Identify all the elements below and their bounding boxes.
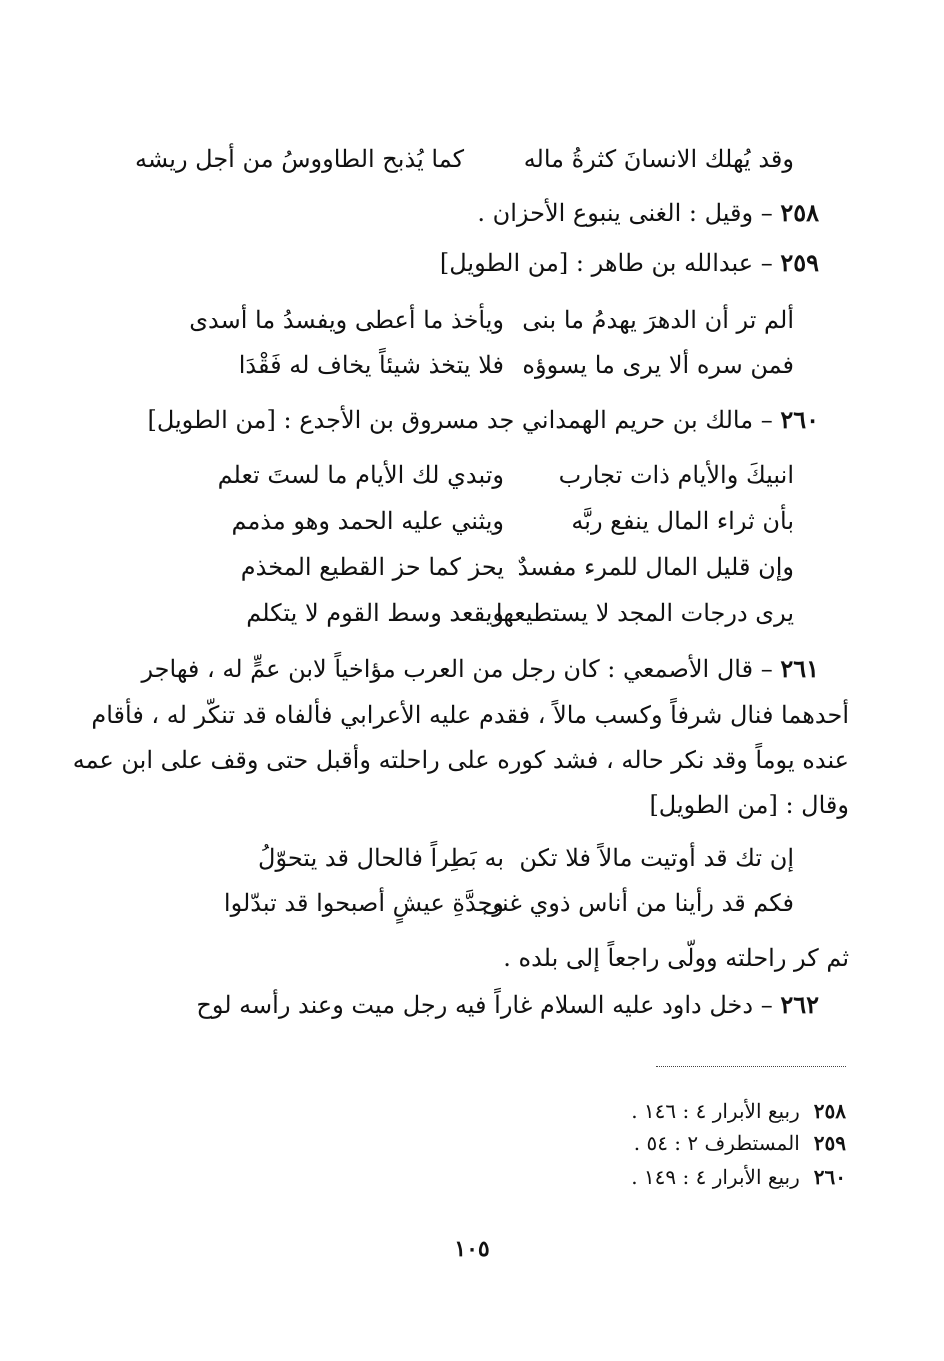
hemistich-first: ألم تر أن الدهرَ يهدمُ ما بنى xyxy=(522,306,794,334)
entry-number: ٢٥٨ xyxy=(780,198,819,227)
hemistich-first: يرى درجات المجد لا يستطيعها xyxy=(495,599,794,627)
hemistich-second: يحز كما حز القطيع المخذم xyxy=(240,553,504,581)
verse-line xyxy=(214,598,794,630)
verse-line xyxy=(214,460,794,492)
hemistich-first: انبيكَ والأيام ذات تجارب xyxy=(558,461,794,489)
paragraph-line: وقال : [من الطويل] xyxy=(649,791,849,819)
hemistich-second: كما يُذبح الطاووسُ من أجل ريشه xyxy=(134,145,464,173)
footnote-number: ٢٥٨ xyxy=(813,1099,846,1123)
footnote-text: ربيع الأبرار ٤ : ١٤٩ . xyxy=(631,1165,800,1189)
verse-line xyxy=(214,888,794,920)
hemistich-second: فلا يتخذ شيئاً يخاف له فَقْدَا xyxy=(238,351,504,379)
verse-line xyxy=(189,305,794,337)
footnote-number: ٢٦٠ xyxy=(813,1165,846,1189)
entry-text: – مالك بن حريم الهمداني جد مسروق بن الأجدع : [من الطويل] xyxy=(147,406,781,434)
paragraph-line: عنده يوماً وقد نكر حاله ، فشد كوره على راحلته وأقبل حتى وقف على ابن عمه xyxy=(72,746,849,774)
entry-261 xyxy=(90,654,819,684)
entry-258 xyxy=(90,198,819,228)
footnote-text: ربيع الأبرار ٤ : ١٤٦ . xyxy=(631,1099,800,1123)
entry-number: ٢٦٢ xyxy=(780,990,819,1019)
hemistich-first: إن تك قد أوتيت مالاً فلا تكن xyxy=(519,844,794,872)
hemistich-second: وتبدي لك الأيام ما لستَ تعلم xyxy=(217,461,504,489)
footnote-text: المستطرف ٢ : ٥٤ . xyxy=(633,1131,800,1155)
hemistich-first: وإن قليل المال للمرء مفسدٌ xyxy=(517,553,794,581)
entry-number: ٢٥٩ xyxy=(780,248,819,277)
footnote xyxy=(631,1164,846,1190)
entry-number: ٢٦١ xyxy=(780,654,819,683)
paragraph-line: ثم كر راحلته وولّى راجعاً إلى بلده . xyxy=(503,944,849,972)
page-number: ١٠٥ xyxy=(454,1236,490,1262)
entry-text: – قال الأصمعي : كان رجل من العرب مؤاخياً لابن عمٍّ له ، فهاجر xyxy=(141,655,781,683)
verse-line xyxy=(214,843,794,875)
verse-line xyxy=(214,506,794,538)
verse-line xyxy=(214,552,794,584)
hemistich-first: فمن سره ألا يرى ما يسوؤه xyxy=(522,351,794,379)
hemistich-first: وقد يُهلك الانسانَ كثرةُ ماله xyxy=(523,145,794,173)
verse-line xyxy=(214,350,794,382)
entry-text: – وقيل : الغنى ينبوع الأحزان . xyxy=(477,199,781,227)
hemistich-second: ويأخذ ما أعطى ويفسدُ ما أسدى xyxy=(189,306,504,334)
footnote xyxy=(631,1098,846,1124)
entry-259 xyxy=(90,248,819,278)
footnote-separator xyxy=(656,1066,846,1067)
hemistich-second: ويثني عليه الحمد وهو مذمم xyxy=(231,507,504,535)
paragraph-line: أحدهما فنال شرفاً وكسب مالاً ، فقدم عليه الأعرابي فألفاه قد تنكّر له ، فأقام xyxy=(91,701,849,729)
verse-line xyxy=(134,144,794,176)
hemistich-second: به بَطِراً فالحال قد يتحوّلُ xyxy=(258,844,504,872)
hemistich-second: وجدَّةِ عيشٍ أصبحوا قد تبدّلوا xyxy=(223,889,504,917)
hemistich-second: ويقعد وسط القوم لا يتكلم xyxy=(246,599,504,627)
entry-number: ٢٦٠ xyxy=(780,405,819,434)
entry-262 xyxy=(90,990,819,1020)
entry-text: – دخل داود عليه السلام غاراً فيه رجل ميت وعند رأسه لوح xyxy=(196,991,781,1019)
footnote-number: ٢٥٩ xyxy=(813,1131,846,1155)
hemistich-first: فكم قد رأينا من أناس ذوي غنى xyxy=(482,889,794,917)
hemistich-first: بأن ثراء المال ينفع ربَّه xyxy=(571,507,794,535)
footnote xyxy=(634,1130,846,1156)
entry-text: – عبدالله بن طاهر : [من الطويل] xyxy=(439,249,781,277)
entry-260 xyxy=(90,405,819,435)
